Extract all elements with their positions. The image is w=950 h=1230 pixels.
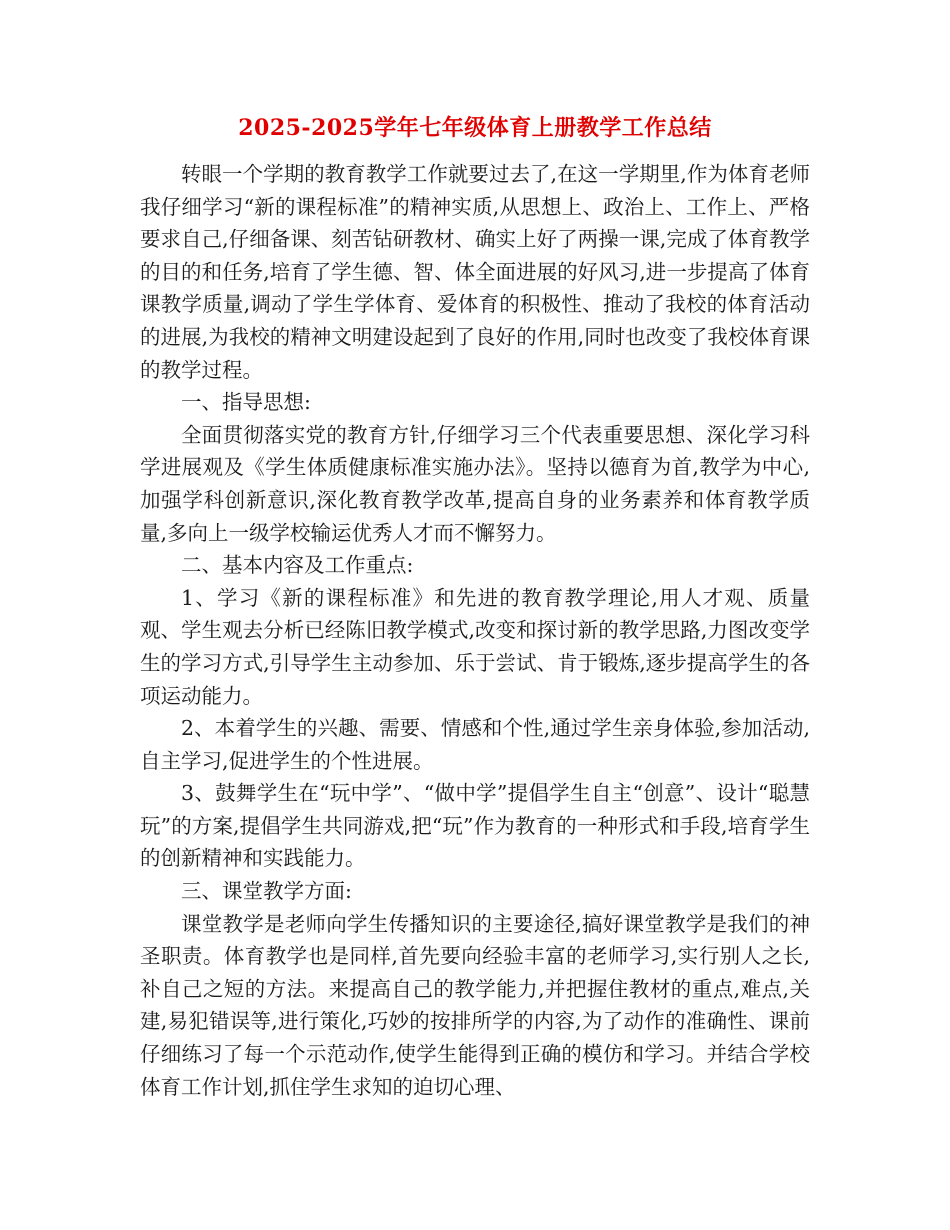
section-heading-classroom-teaching: 三、课堂教学方面: [181, 879, 352, 904]
basic-content-item-2: 2、本着学生的兴趣、需要、情感和个性,通过学生亲身体验,参加活动,自主学习,促进学生的个性进展。 [140, 716, 810, 773]
classroom-teaching-paragraph: 课堂教学是老师向学生传播知识的主要途径,搞好课堂教学是我们的神圣职责。体育教学也是同样,首先要向经验丰富的老师学习,实行别人之长,补自己之短的方法。来提高自己的教学能力,并把握住教材的重点,难点,关建,易犯错误等,进行策化,巧妙的按排所学的内容,为了动作的准确性、课前仔细练习了每一个示范动作,使学生能得到正确的模仿和学习。并结合学校体育工作计划,抓住学生求知的迫切心理、 [140, 911, 810, 1099]
document-page [140, 108, 810, 1103]
basic-content-item-3: 3、鼓舞学生在“玩中学”、“做中学”提倡学生自主“创意”、设计“聪慧玩”的方案,提倡学生共同游戏,把“玩”作为教育的一种形式和手段,培育学生的创新精神和实践能力。 [140, 781, 810, 871]
basic-content-item-1: 1、学习《新的课程标准》和先进的教育教学理论,用人才观、质量观、学生观去分析已经陈旧教学模式,改变和探讨新的教学思路,力图改变学生的学习方式,引导学生主动参加、乐于尝试、肯于锻炼,逐步提高学生的各项运动能力。 [140, 585, 810, 708]
intro-paragraph: 转眼一个学期的教育教学工作就要过去了,在这一学期里,作为体育老师我仔细学习“新的课程标准”的精神实质,从思想上、政治上、工作上、严格要求自己,仔细备课、刻苦钻研教材、确实上好了两操一课,完成了体育教学的目的和任务,培育了学生德、智、体全面进展的好风习,进一步提高了体育课教学质量,调动了学生学体育、爱体育的积极性、推动了我校的体育活动的进展,为我校的精神文明建设起到了良好的作用,同时也改变了我校体育课的教学过程。 [140, 162, 810, 382]
section-heading-basic-content: 二、基本内容及工作重点: [181, 553, 414, 578]
document-title: 2025-2025学年七年级体育上册教学工作总结 [238, 115, 712, 141]
guiding-ideology-paragraph: 全面贯彻落实党的教育方针,仔细学习三个代表重要思想、深化学习科学进展观及《学生体质健康标准实施办法》。坚持以德育为首,教学为中心,加强学科创新意识,深化教育教学改革,提高自身的业务素养和体育教学质量,多向上一级学校输运优秀人才而不懈努力。 [140, 422, 810, 545]
section-heading-guiding-ideology: 一、指导思想: [181, 390, 311, 415]
